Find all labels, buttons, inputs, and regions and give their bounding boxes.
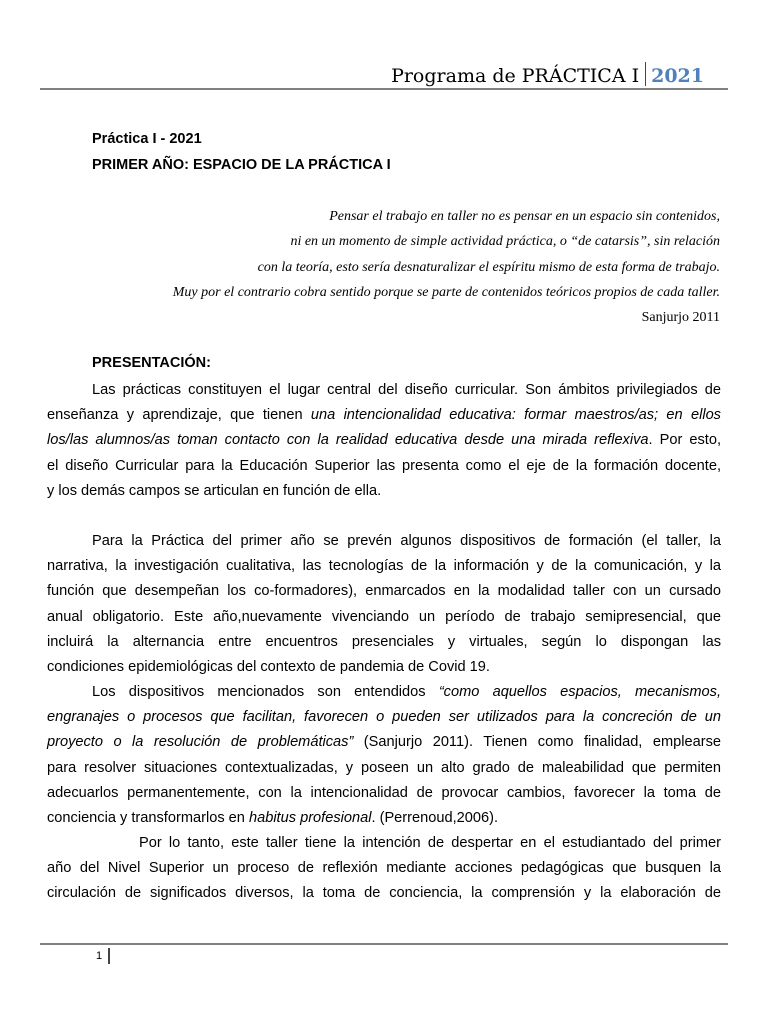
- quote-line: ni en un momento de simple actividad práctica, o “de catarsis”, sin relación: [290, 234, 720, 250]
- paragraph-line: y los demás campos se articulan en función de ella.: [47, 482, 382, 499]
- paragraph-line: [47, 428, 721, 453]
- footer-separator: [108, 948, 110, 964]
- paragraph-line: condiciones epidemiológicas del contexto de pandemia de Covid 19.: [47, 658, 490, 675]
- paragraph-line: función que desempeñan los co-formadores), enmarcados en la modalidad taller con un cursado: [47, 583, 721, 600]
- paragraph-line: incluirá la alternancia entre encuentros presenciales y virtuales, según lo dispongan las: [47, 633, 721, 650]
- text-run: enseñanza y aprendizaje, que tienen: [47, 407, 311, 424]
- text-run: . Por esto,: [648, 432, 721, 449]
- paragraph-1: [47, 378, 721, 504]
- paragraph-4: [47, 831, 721, 907]
- paragraph-line: [47, 730, 721, 755]
- paragraph-line: anual obligatorio. Este año,nuevamente vivenciando un período de trabajo semipresencial, que: [47, 608, 721, 625]
- paragraph-2: [47, 529, 721, 680]
- paragraph-line: [47, 403, 721, 428]
- text-run: (Sanjurjo 2011). Tienen como finalidad, emplearse: [353, 734, 721, 751]
- epigraph-quote: [173, 204, 720, 330]
- document-subtitle: PRIMER AÑO: ESPACIO DE LA PRÁCTICA I: [92, 157, 391, 173]
- paragraph-line: engranajes o procesos que facilitan, favorecen o pueden ser utilizados para la concreción de un: [47, 709, 721, 726]
- quote-author: Sanjurjo 2011: [641, 310, 720, 326]
- header-rule: [40, 88, 728, 90]
- paragraph-line: adecuarlos permanentemente, con la intencionalidad de provocar cambios, favorecer la toma de: [47, 784, 721, 801]
- paragraph-line: año del Nivel Superior un proceso de reflexión mediante acciones pedagógicas que busquen la: [47, 860, 721, 877]
- quote-line: Muy por el contrario cobra sentido porque se parte de contenidos teóricos propios de cada taller.: [172, 284, 720, 300]
- section-title: PRESENTACIÓN:: [92, 355, 211, 371]
- paragraph-line: Para la Práctica del primer año se prevén algunos dispositivos de formación (el taller, la: [92, 533, 721, 549]
- paragraph-line: [47, 806, 721, 831]
- quote-line: Pensar el trabajo en taller no es pensar en un espacio sin contenidos,: [329, 209, 720, 224]
- text-run: . (Perrenoud,2006).: [371, 809, 499, 826]
- document-title: Práctica I - 2021: [92, 131, 202, 147]
- italic-run: habitus profesional: [248, 809, 372, 826]
- paragraph-line: [47, 680, 721, 705]
- header-text: [391, 62, 704, 87]
- paragraph-line: el diseño Curricular para la Educación Superior las presenta como el eje de la formación docente,: [47, 457, 721, 474]
- paragraph-line: Por lo tanto, este taller tiene la intención de despertar en el estudiantado del primer: [139, 835, 721, 851]
- page-number: 1: [96, 950, 103, 962]
- paragraph-3: [47, 680, 721, 831]
- italic-run: una intencionalidad educativa: formar maestros/as; en ellos: [310, 407, 721, 424]
- paragraph-line: circulación de significados diversos, la toma de conciencia, la comprensión y la elaboración de: [47, 885, 721, 902]
- paragraph-line: para resolver situaciones contextualizadas, y poseen un alto grado de maleabilidad que permiten: [47, 759, 721, 776]
- footer-rule: [40, 943, 728, 945]
- paragraph-line: narrativa, la investigación cualitativa, las tecnologías de la información y de la comunicación, y la: [47, 558, 721, 575]
- header-separator: [645, 62, 646, 86]
- italic-run: “como aquellos espacios, mecanismos,: [438, 684, 721, 700]
- text-run: conciencia y transformarlos en: [47, 809, 249, 826]
- quote-line: con la teoría, esto sería desnaturalizar el espíritu mismo de esta forma de trabajo.: [257, 259, 720, 275]
- page-header: [0, 60, 768, 90]
- header-year: 2021: [651, 65, 704, 87]
- italic-run: los/las alumnos/as toman contacto con la realidad educativa desde una mirada reflexiva: [47, 432, 649, 449]
- italic-run: proyecto o la resolución de problemáticas”: [47, 734, 354, 751]
- paragraph-line: Las prácticas constituyen el lugar central del diseño curricular. Son ámbitos privilegiados de: [92, 382, 721, 398]
- text-run: Los dispositivos mencionados son entendidos: [92, 684, 439, 700]
- header-title: Programa de PRÁCTICA I: [391, 65, 640, 87]
